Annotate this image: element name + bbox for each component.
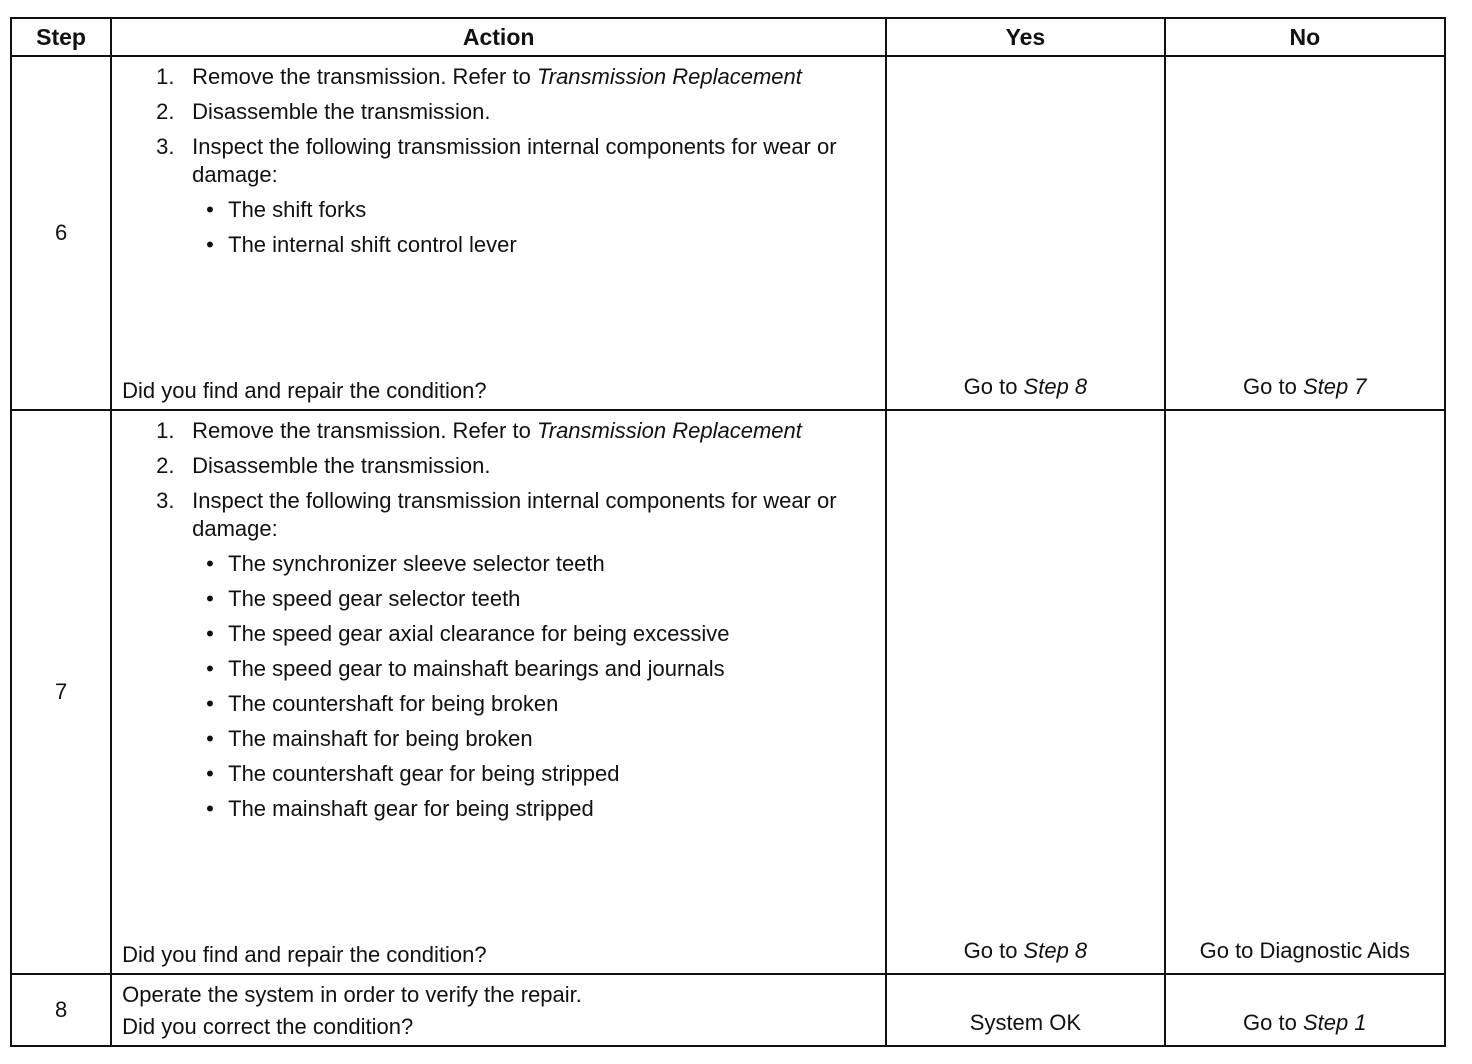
bullet-icon: • [206, 796, 214, 821]
list-item [200, 760, 875, 788]
component-list [192, 196, 875, 259]
action-step [146, 98, 875, 126]
header-yes: Yes [886, 18, 1164, 56]
table-row-step-6 [11, 56, 1445, 410]
step-reference-link: Step 7 [1302, 374, 1367, 399]
no-result [1165, 56, 1445, 410]
action-cell [111, 56, 886, 410]
question-text: Did you find and repair the condition? [122, 942, 487, 967]
list-item-text: The countershaft for being broken [228, 691, 559, 716]
action-step [146, 487, 875, 823]
list-item [200, 690, 875, 718]
list-item [200, 585, 875, 613]
step-number: 6 [11, 56, 111, 410]
question-text: Did you find and repair the condition? [122, 378, 487, 403]
list-item [200, 725, 875, 753]
list-item-text: The countershaft gear for being stripped [228, 761, 620, 786]
bullet-icon: • [206, 551, 214, 576]
step-index: 2. [156, 99, 175, 124]
step-text: Disassemble the transmission. [192, 453, 491, 478]
action-step [146, 452, 875, 480]
step-index: 3. [156, 488, 175, 513]
list-item-text: The synchronizer sleeve selector teeth [228, 551, 605, 576]
action-steps [122, 63, 875, 259]
result-text: Go to [963, 374, 1024, 399]
table-header-row [11, 18, 1445, 56]
header-action: Action [111, 18, 886, 56]
list-item-text: The speed gear selector teeth [228, 586, 521, 611]
bullet-icon: • [206, 197, 214, 222]
step-text: Inspect the following transmission internal components for wear or damage: [192, 134, 837, 187]
bullet-icon: • [206, 691, 214, 716]
bullet-icon: • [206, 232, 214, 257]
bullet-icon: • [206, 726, 214, 751]
step-text: Disassemble the transmission. [192, 99, 491, 124]
step-number: 7 [11, 410, 111, 974]
list-item-text: The mainshaft gear for being stripped [228, 796, 594, 821]
action-cell [111, 410, 886, 974]
list-item [200, 231, 875, 259]
action-text: Operate the system in order to verify the repair. [122, 982, 582, 1007]
yes-result [886, 410, 1164, 974]
step-number: 8 [11, 974, 111, 1046]
action-step [146, 417, 875, 445]
bullet-icon: • [206, 656, 214, 681]
no-result [1165, 974, 1445, 1046]
step-text: Remove the transmission. Refer to [192, 64, 537, 89]
header-step: Step [11, 18, 111, 56]
procedure-reference: Transmission Replacement [536, 418, 802, 443]
component-list [192, 550, 875, 823]
list-item-text: The internal shift control lever [228, 232, 517, 257]
step-index: 1. [156, 64, 175, 89]
yes-result [886, 56, 1164, 410]
list-item-text: The shift forks [228, 197, 367, 222]
step-index: 1. [156, 418, 175, 443]
list-item [200, 550, 875, 578]
bullet-icon: • [206, 621, 214, 646]
table-row-step-8 [11, 974, 1445, 1046]
list-item [200, 795, 875, 823]
step-text: Inspect the following transmission internal components for wear or damage: [192, 488, 837, 541]
header-no: No [1165, 18, 1445, 56]
step-index: 3. [156, 134, 175, 159]
result-text: Go to [1243, 374, 1303, 399]
action-step [146, 63, 875, 91]
list-item [200, 196, 875, 224]
yes-result [886, 974, 1164, 1046]
action-step [146, 133, 875, 259]
step-index: 2. [156, 453, 175, 478]
list-item [200, 620, 875, 648]
action-cell [111, 974, 886, 1046]
question-text: Did you correct the condition? [122, 1014, 414, 1039]
list-item-text: The speed gear to mainshaft bearings and journals [228, 656, 725, 681]
step-reference-link: Step 8 [1023, 374, 1088, 399]
result-text: Go to Diagnostic Aids [1199, 938, 1410, 963]
list-item-text: The mainshaft for being broken [228, 726, 533, 751]
diagnostic-table [10, 17, 1446, 1047]
bullet-icon: • [206, 586, 214, 611]
list-item-text: The speed gear axial clearance for being excessive [228, 621, 730, 646]
bullet-icon: • [206, 761, 214, 786]
step-reference-link: Step 8 [1023, 938, 1088, 963]
result-text: Go to [1243, 1010, 1303, 1035]
step-text: Remove the transmission. Refer to [192, 418, 537, 443]
action-steps [122, 417, 875, 823]
no-result [1165, 410, 1445, 974]
result-text: System OK [969, 1010, 1082, 1035]
procedure-reference: Transmission Replacement [536, 64, 802, 89]
table-row-step-7 [11, 410, 1445, 974]
result-text: Go to [963, 938, 1024, 963]
step-reference-link: Step 1 [1302, 1010, 1367, 1035]
list-item [200, 655, 875, 683]
